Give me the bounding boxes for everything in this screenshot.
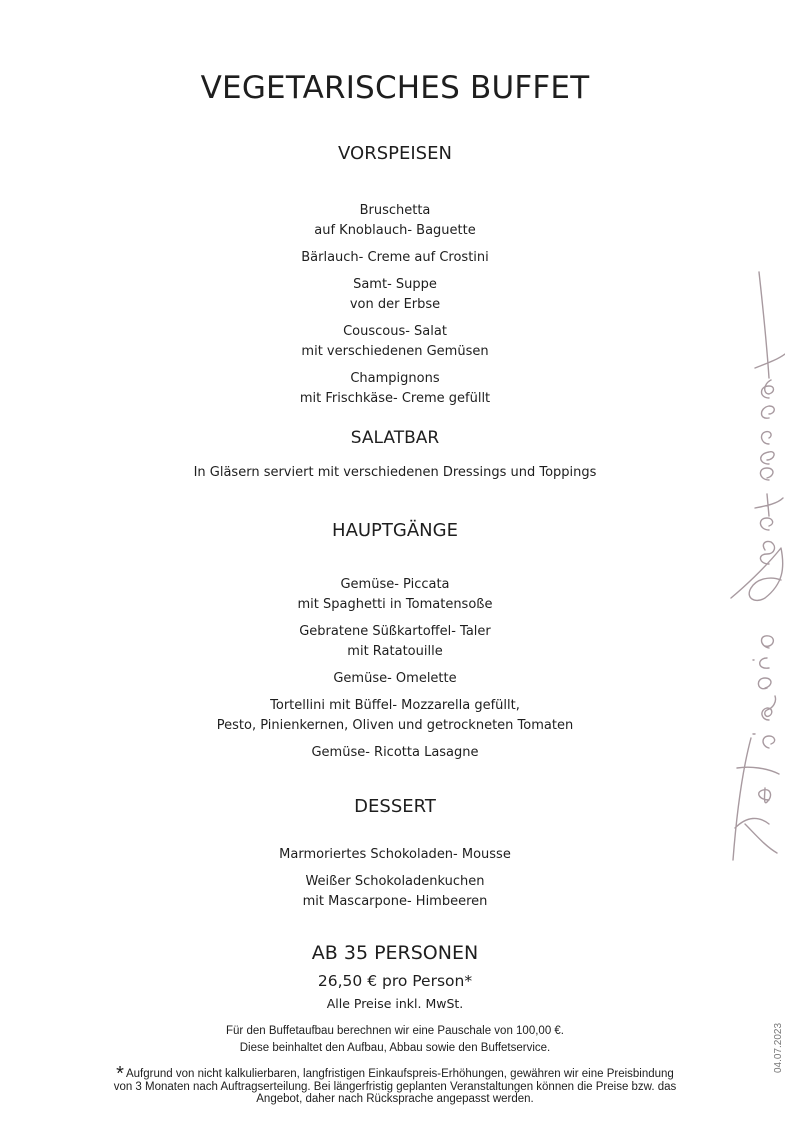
setup-note-line-2: Diese beinhaltet den Aufbau, Abbau sowie den Buffetservice.: [239, 1042, 551, 1054]
menu-item-description: mit verschiedenen Gemüsen: [301, 344, 489, 359]
menu-item-name: Tortellini mit Büffel- Mozzarella gefüllt,: [270, 698, 520, 713]
menu-item-description: auf Knoblauch- Baguette: [314, 223, 476, 238]
menu-item-description: mit Frischkäse- Creme gefüllt: [299, 391, 491, 406]
document-date: 04.07.2023: [773, 1022, 784, 1073]
price-per-person: 26,50 € pro Person*: [317, 972, 473, 990]
menu-item-name: Gemüse- Piccata: [340, 577, 450, 592]
menu-item-name: Bärlauch- Creme auf Crostini: [301, 250, 489, 265]
menu-item-description: von der Erbse: [349, 297, 441, 312]
brand-signature-logo: [725, 268, 785, 868]
menu-item-name: Gebratene Süßkartoffel- Taler: [299, 624, 491, 639]
menu-title: VEGETARISCHES BUFFET: [200, 70, 590, 106]
section-heading-salad: SALATBAR: [350, 428, 440, 448]
menu-item-name: Gemüse- Omelette: [333, 671, 457, 686]
section-heading-starters: VORSPEISEN: [338, 143, 452, 164]
salad-description: In Gläsern serviert mit verschiedenen Dressings und Toppings: [193, 465, 597, 480]
section-heading-dessert: DESSERT: [354, 796, 436, 817]
menu-item-name: Bruschetta: [359, 203, 431, 218]
vat-note: Alle Preise inkl. MwSt.: [326, 996, 464, 1011]
menu-item-name: Champignons: [350, 371, 440, 386]
menu-item-description: mit Mascarpone- Himbeeren: [302, 894, 488, 909]
menu-item-name: Weißer Schokoladenkuchen: [305, 874, 485, 889]
pricing-heading: AB 35 PERSONEN: [311, 942, 479, 964]
menu-item-name: Gemüse- Ricotta Lasagne: [311, 745, 479, 760]
menu-item-name: Samt- Suppe: [353, 277, 437, 292]
menu-item-name: Couscous- Salat: [343, 324, 447, 339]
menu-item-name: Marmoriertes Schokoladen- Mousse: [279, 847, 511, 862]
menu-item-description: mit Ratatouille: [347, 644, 443, 659]
disclaimer-text: Aufgrund von nicht kalkulierbaren, langfristigen Einkaufspreis-Erhöhungen, gewähren wir eine Preisbindung von 3 Monaten nach Auftragserteilung. Bei längerfristig geplanten Veranstaltungen können die Preise bzw. das Angebot, daher nach Rücksprache angepasst werden.: [113, 1068, 677, 1105]
menu-item-description: Pesto, Pinienkernen, Oliven und getrockneten Tomaten: [216, 718, 574, 733]
asterisk: *: [116, 1063, 124, 1085]
menu-item-description: mit Spaghetti in Tomatensoße: [297, 597, 493, 612]
setup-note-line-1: Für den Buffetaufbau berechnen wir eine Pauschale von 100,00 €.: [226, 1025, 564, 1037]
price-disclaimer: [110, 1063, 680, 1106]
section-heading-mains: HAUPTGÄNGE: [332, 520, 458, 541]
